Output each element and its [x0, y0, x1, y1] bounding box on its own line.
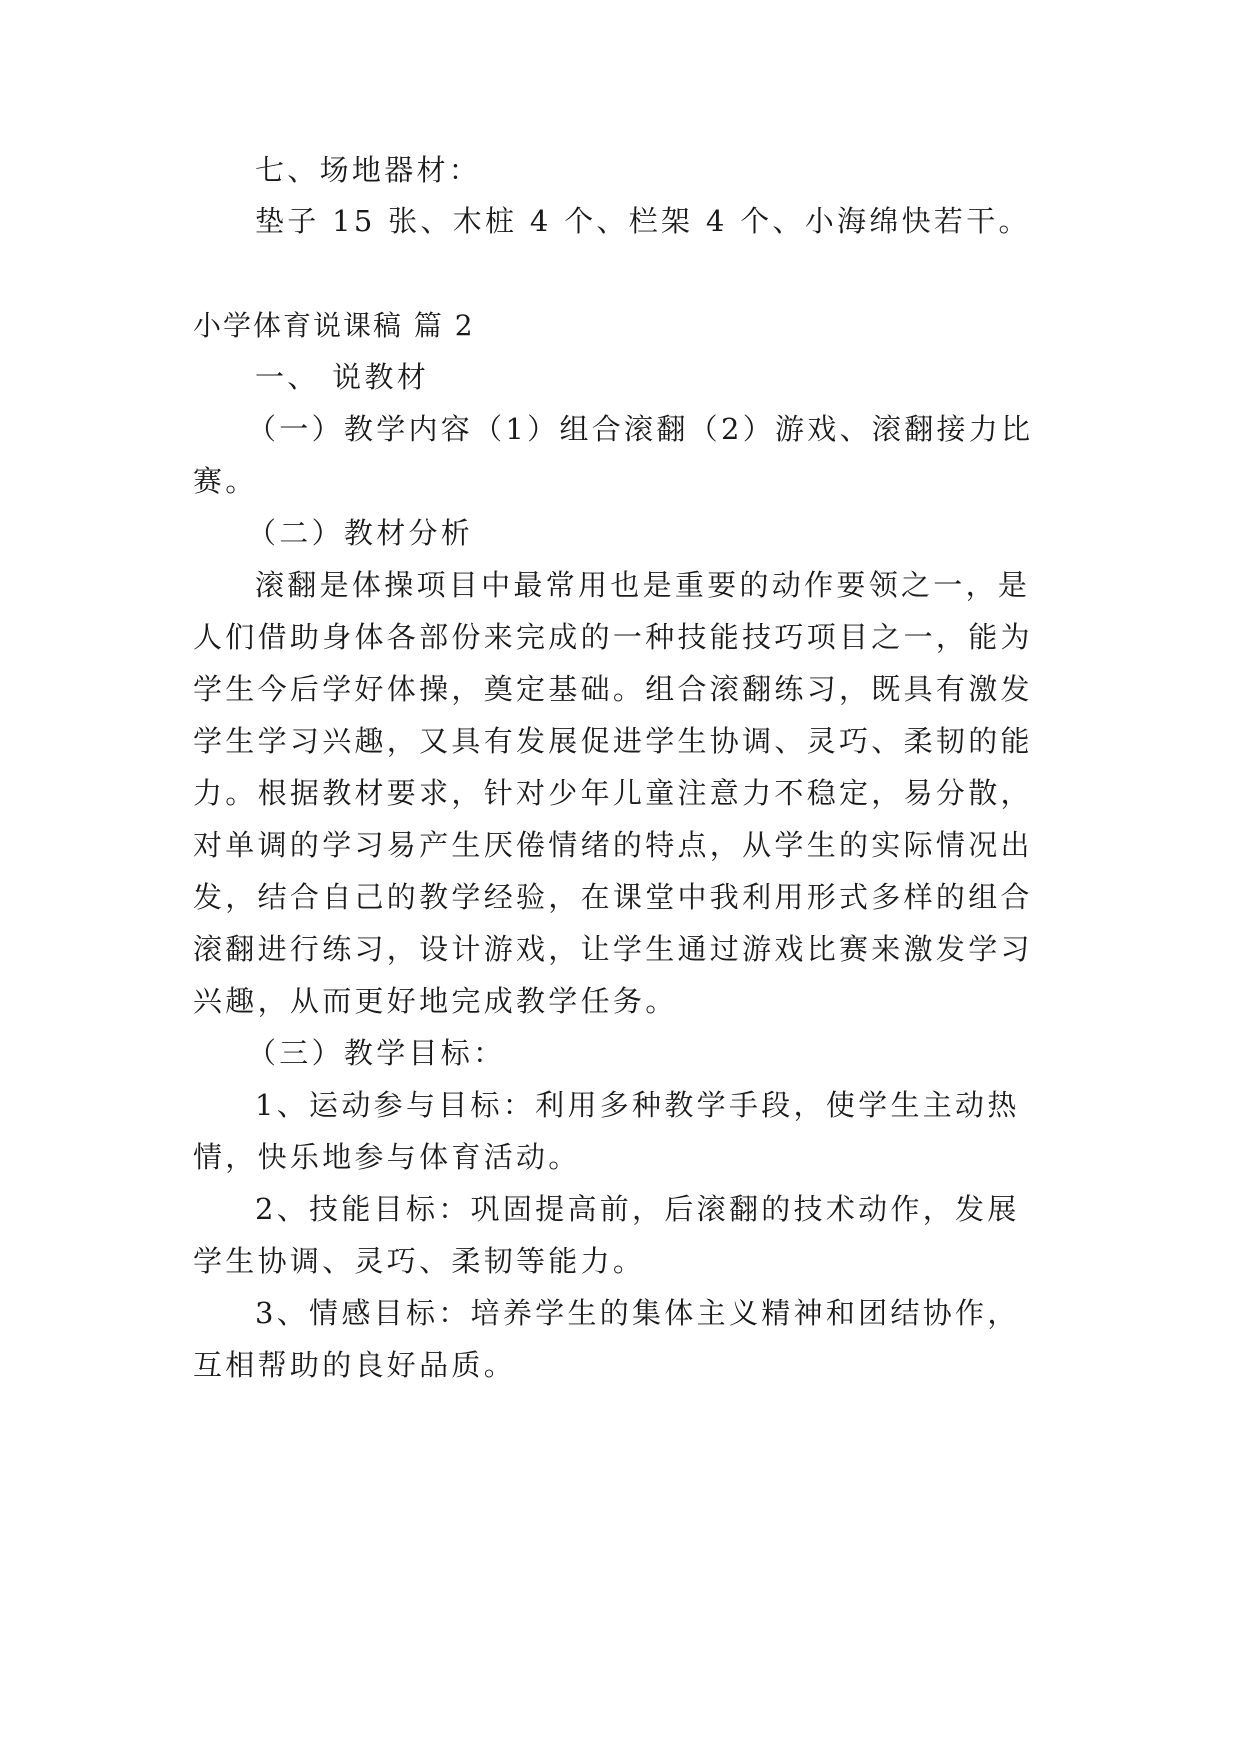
goal2-line2: 学生协调、灵巧、柔韧等能力。 — [193, 1244, 646, 1278]
analysis-line: 学生学习兴趣，又具有发展促进学生协调、灵巧、柔韧的能 — [193, 724, 1033, 758]
goal2-line1: 2、技能目标：巩固提高前，后滚翻的技术动作，发展 — [255, 1192, 1020, 1226]
section7-body: 垫子 15 张、木桩 4 个、栏架 4 个、小海绵快若干。 — [255, 204, 1031, 238]
analysis-line: 滚翻是体操项目中最常用也是重要的动作要领之一，是 — [255, 568, 1031, 602]
goal1-line2: 情，快乐地参与体育活动。 — [193, 1140, 581, 1174]
goal3-line2: 互相帮助的良好品质。 — [193, 1348, 517, 1382]
sub1-heading-line1: （一）教学内容（1）组合滚翻（2）游戏、滚翻接力比 — [247, 412, 1034, 446]
analysis-line: 力。根据教材要求，针对少年儿童注意力不稳定，易分散， — [193, 776, 1033, 810]
goal3-line1: 3、情感目标：培养学生的集体主义精神和团结协作， — [255, 1296, 1020, 1330]
analysis-line: 学生今后学好体操，奠定基础。组合滚翻练习，既具有激发 — [193, 672, 1033, 706]
section7-heading: 七、场地器材： — [255, 153, 482, 187]
analysis-line: 兴趣，从而更好地完成教学任务。 — [193, 984, 678, 1018]
lesson-title: 小学体育说课稿 篇 2 — [193, 309, 475, 342]
analysis-line: 对单调的学习易产生厌倦情绪的特点，从学生的实际情况出 — [193, 828, 1033, 862]
goal1-line1: 1、运动参与目标：利用多种教学手段，使学生主动热 — [255, 1088, 1020, 1122]
analysis-line: 滚翻进行练习，设计游戏，让学生通过游戏比赛来激发学习 — [193, 932, 1033, 966]
sub2-heading: （二）教材分析 — [247, 516, 474, 550]
sub1-heading-line2: 赛。 — [193, 464, 258, 498]
sub3-heading: （三）教学目标： — [247, 1036, 506, 1070]
analysis-line: 发，结合自己的教学经验，在课堂中我利用形式多样的组合 — [193, 880, 1033, 914]
analysis-line: 人们借助身体各部份来完成的一种技能技巧项目之一，能为 — [193, 620, 1033, 654]
part1-heading: 一、 说教材 — [255, 360, 430, 394]
